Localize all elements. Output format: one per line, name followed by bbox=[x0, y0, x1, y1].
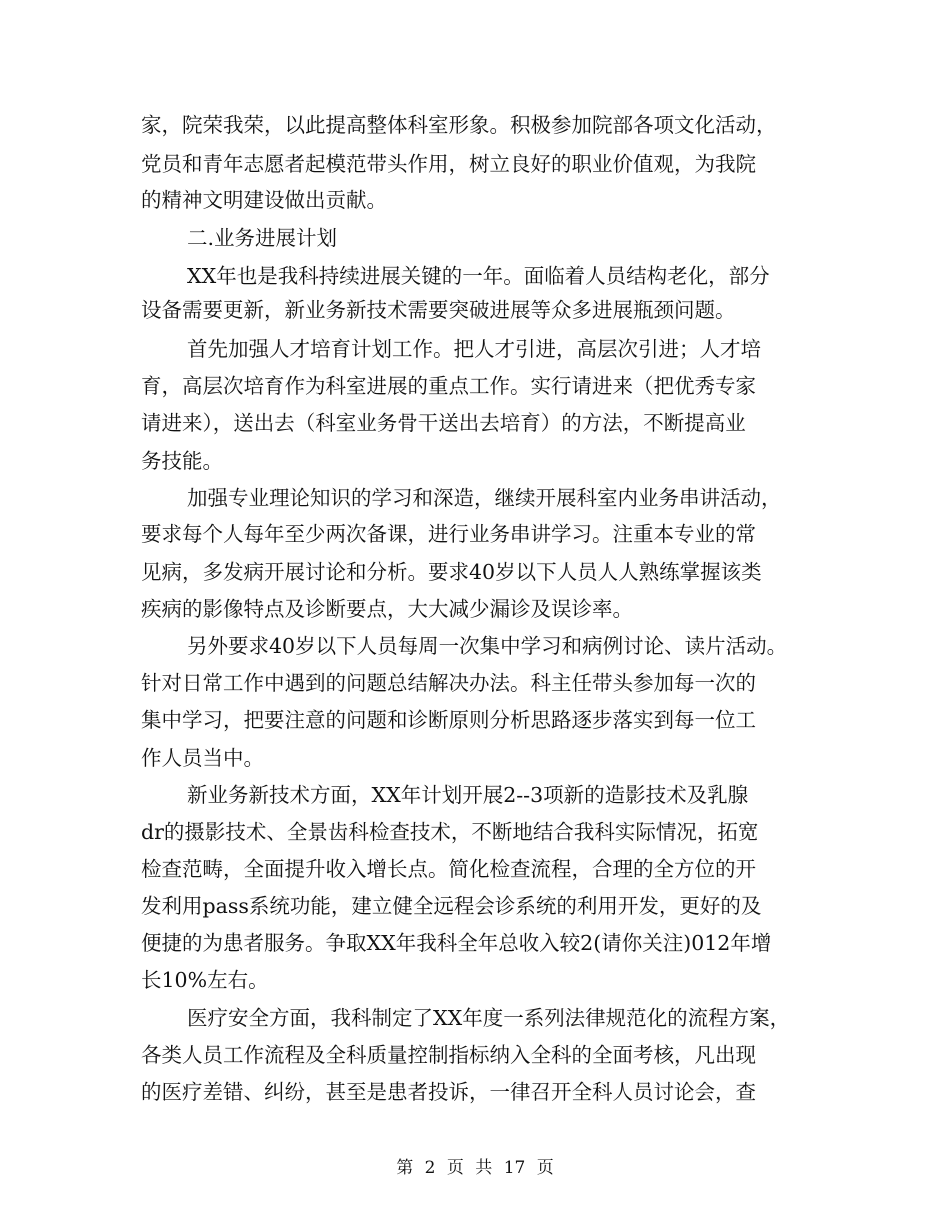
body-line: 检查范畴，全面提升收入增长点。简化检查流程，合理的全方位的开 bbox=[141, 857, 756, 881]
body-line: 各类人员工作流程及全科质量控制指标纳入全科的全面考核，凡出现 bbox=[141, 1043, 756, 1067]
body-line: 疾病的影像特点及诊断要点，大大减少漏诊及误诊率。 bbox=[141, 597, 633, 621]
body-line: 另外要求40岁以下人员每周一次集中学习和病例讨论、读片活动。 bbox=[187, 634, 788, 658]
body-line: 育，高层次培育作为科室进展的重点工作。实行请进来（把优秀专家 bbox=[141, 374, 756, 398]
body-line: 务技能。 bbox=[141, 449, 223, 473]
body-line: 加强专业理论知识的学习和深造，继续开展科室内业务串讲活动， bbox=[187, 486, 782, 510]
body-line: 设备需要更新，新业务新技术需要突破进展等众多进展瓶颈问题。 bbox=[141, 298, 736, 322]
body-line: 作人员当中。 bbox=[141, 746, 264, 770]
body-line: 集中学习，把要注意的问题和诊断原则分析思路逐步落实到每一位工 bbox=[141, 708, 756, 732]
body-line: 的精神文明建设做出贡献。 bbox=[141, 188, 387, 212]
body-line: 首先加强人才培育计划工作。把人才引进，高层次引进；人才培 bbox=[187, 337, 761, 361]
body-line: 家，院荣我荣，以此提高整体科室形象。积极参加院部各项文化活动， bbox=[141, 113, 777, 137]
body-line: 见病，多发病开展讨论和分析。要求40岁以下人员人人熟练掌握该类 bbox=[141, 560, 762, 584]
body-line: dr的摄影技术、全景齿科检查技术，不断地结合我科实际情况，拓宽 bbox=[141, 820, 759, 844]
body-line: 发利用pass系统功能，建立健全远程会诊系统的利用开发，更好的及 bbox=[141, 894, 762, 918]
body-line: 针对日常工作中遇到的问题总结解决办法。科主任带头参加每一次的 bbox=[141, 671, 756, 695]
body-line: 的医疗差错、纠纷，甚至是患者投诉，一律召开全科人员讨论会，查 bbox=[141, 1080, 756, 1104]
body-line: 新业务新技术方面，XX年计划开展2--3项新的造影技术及乳腺 bbox=[187, 783, 749, 807]
body-line: XX年也是我科持续进展关键的一年。面临着人员结构老化，部分 bbox=[187, 264, 770, 288]
page-footer: 第 2 页 共 17 页 bbox=[396, 1158, 554, 1178]
body-line: 要求每个人每年至少两次备课，进行业务串讲学习。注重本专业的常 bbox=[141, 522, 756, 546]
body-line: 请进来），送出去（科室业务骨干送出去培育）的方法，不断提高业 bbox=[141, 411, 746, 435]
body-line: 便捷的为患者服务。争取XX年我科全年总收入较2(请你关注)012年增 bbox=[141, 931, 772, 955]
body-line: 长10%左右。 bbox=[141, 968, 269, 992]
section-heading: 二.业务进展计划 bbox=[187, 226, 338, 250]
body-line: 党员和青年志愿者起模范带头作用，树立良好的职业价值观，为我院 bbox=[141, 152, 756, 176]
body-line: 医疗安全方面，我科制定了XX年度一系列法律规范化的流程方案， bbox=[187, 1006, 791, 1030]
